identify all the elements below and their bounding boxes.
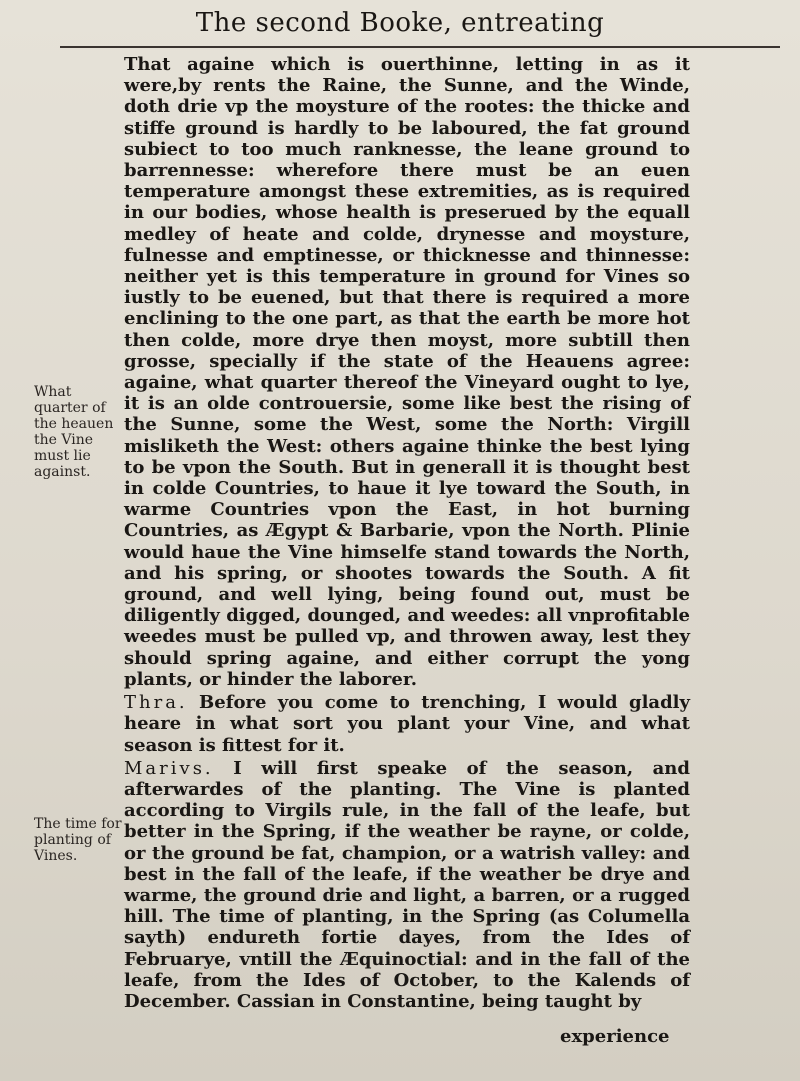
speaker-thra: Thra. xyxy=(124,692,188,714)
speech-text: Before you come to trenching, I would gladly heare in what sort you plant your Vine, and what season is fittest for it. xyxy=(124,692,690,756)
paragraph-ground: That againe which is ouerthinne, letting in as it were,by rents the Raine, the Sunne, and the Winde, doth drie vp the moysture of the rootes: the thicke and stiffe ground is hardly to be laboured, the fat ground subiect to too much ranknesse, the leane ground to barrennesse: wherefore there must be an euen temperature amongst these extremities, as is required in our bodies, whose health is preserued by the equall medley of heate and colde, drynesse and moysture, fulnesse and emptinesse, or thicknesse and thinnesse: neither yet is this temperature in ground for Vines so iustly to be euened, but that there is required a more enclining to the one part, as that the earth be more hot then colde, more drye then moyst, more subtill then grosse, specially if the state of the Heauens agree: againe, what quarter thereof the Vineyard ought to lye, it is an olde controuersie, some like best the rising of the Sunne, some the West, some the North: Virgill misliketh the West: others againe thinke the best lying to be vpon the South. But in generall it is thought best in colde Countries, to haue it lye toward the South, in warme Countries vpon the East, in hot burning Countries, as Ægypt & Barbarie, vpon the North. Plinie would haue the Vine himselfe stand towards the North, and his spring, or shootes towards the South. A fit ground, and well lying, being found out, must be diligently digged, dounged, and weedes: all vnprofitable weedes must be pulled vp, and throwen away, lest they should spring againe, and either corrupt the yong plants, or hinder the laborer. xyxy=(124,54,690,690)
margin-note-quarter: What quarter of the heauen the Vine must lie against. xyxy=(34,384,114,480)
margin-note-planting-time: The time for planting of Vines. xyxy=(34,816,122,864)
speech-thrasybulus xyxy=(124,692,690,756)
running-head: The second Booke, entreating xyxy=(195,8,605,38)
head-rule xyxy=(60,46,780,48)
speech-text: I will first speake of the season, and afterwardes of the planting. The Vine is planted according to Virgils rule, in the fall of the leafe, but better in the Spring, if the weather be rayne, or colde, or the ground be fat, champion, or a watrish valley: and best in the fall of the leafe, if the weather be drye and warme, the ground drie and light, a barren, or a rugged hill. The time of planting, in the Spring (as Columella sayth) endureth fortie dayes, from the Ides of Februarye, vntill the Æquinoctial: and in the fall of the leafe, from the Ides of October, to the Kalends of December. Cassian in Constantine, being taught by xyxy=(124,757,690,1012)
body-text xyxy=(124,54,690,1012)
catchword: experience xyxy=(560,1026,670,1047)
speaker-marius: Marivs. xyxy=(124,757,214,779)
speech-marius xyxy=(124,758,690,1012)
